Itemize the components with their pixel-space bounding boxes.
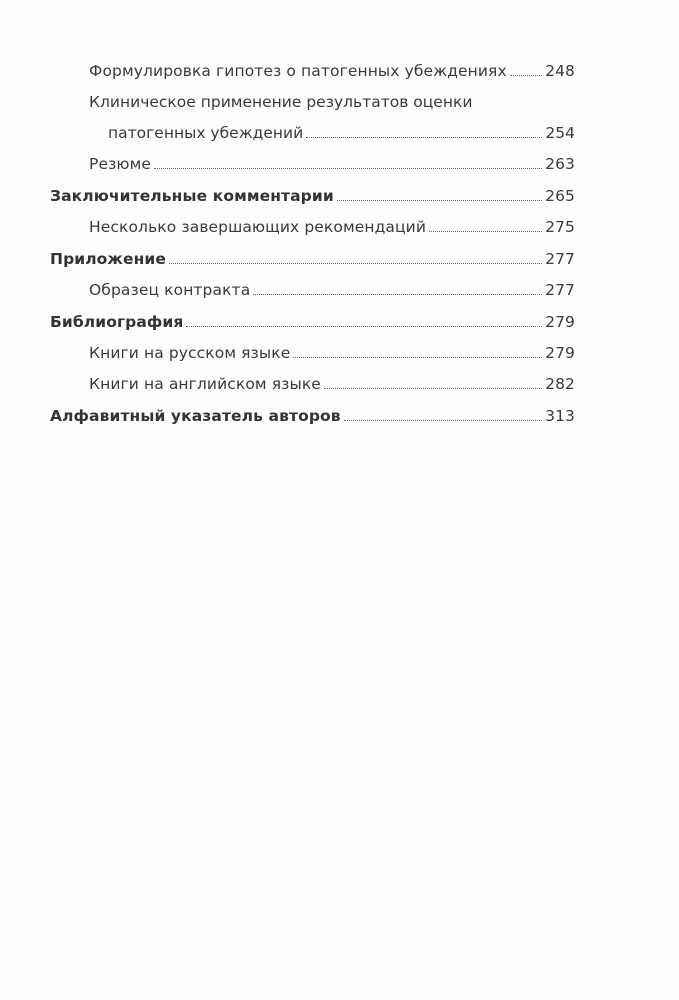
toc-entry-page: 277 bbox=[545, 250, 575, 268]
toc-entry-title: Резюме bbox=[89, 155, 152, 173]
toc-entry-page: 248 bbox=[545, 62, 575, 80]
toc-entry-page: 254 bbox=[545, 124, 575, 142]
toc-entry bbox=[50, 216, 575, 238]
toc-section-title: Приложение bbox=[50, 250, 166, 268]
toc-entry-title-line2: патогенных убеждений bbox=[108, 124, 304, 142]
toc-entry-page: 265 bbox=[545, 187, 575, 205]
dot-leader bbox=[324, 388, 542, 389]
toc-entry bbox=[50, 279, 575, 301]
toc-entry bbox=[50, 60, 575, 82]
toc-entry-title-line1: Клиническое применение результатов оценки bbox=[89, 93, 473, 111]
dot-leader bbox=[253, 294, 542, 295]
toc-entry-page: 277 bbox=[545, 281, 575, 299]
dot-leader bbox=[337, 200, 542, 201]
toc-entry-title: Книги на русском языке bbox=[89, 344, 291, 362]
toc-section-title: Алфавитный указатель авторов bbox=[50, 407, 341, 425]
dot-leader bbox=[344, 420, 542, 421]
dot-leader bbox=[293, 357, 542, 358]
toc-entry-page: 279 bbox=[545, 313, 575, 331]
toc-entry-title: Несколько завершающих рекомендаций bbox=[89, 218, 427, 236]
toc-entry-page: 282 bbox=[545, 375, 575, 393]
toc-section-entry bbox=[50, 185, 575, 207]
toc-entry-page: 279 bbox=[545, 344, 575, 362]
dot-leader bbox=[169, 263, 542, 264]
toc-entry-title: Образец контракта bbox=[89, 281, 251, 299]
dot-leader bbox=[306, 137, 542, 138]
toc-section-entry bbox=[50, 248, 575, 270]
toc-entry-title: Формулировка гипотез о патогенных убеждениях bbox=[89, 62, 507, 80]
toc-entry-title: Книги на английском языке bbox=[89, 375, 321, 393]
dot-leader bbox=[510, 75, 542, 76]
toc-section-entry bbox=[50, 405, 575, 427]
toc-entry bbox=[50, 342, 575, 364]
dot-leader bbox=[154, 168, 542, 169]
toc-entry bbox=[50, 373, 575, 395]
dot-leader bbox=[186, 326, 542, 327]
toc-section-title: Библиография bbox=[50, 313, 184, 331]
table-of-contents bbox=[50, 60, 575, 436]
toc-entry bbox=[50, 91, 575, 144]
toc-entry bbox=[50, 153, 575, 175]
toc-entry-page: 313 bbox=[545, 407, 575, 425]
toc-entry-page: 263 bbox=[545, 155, 575, 173]
dot-leader bbox=[429, 231, 542, 232]
toc-entry-page: 275 bbox=[545, 218, 575, 236]
toc-section-entry bbox=[50, 311, 575, 333]
toc-section-title: Заключительные комментарии bbox=[50, 187, 334, 205]
